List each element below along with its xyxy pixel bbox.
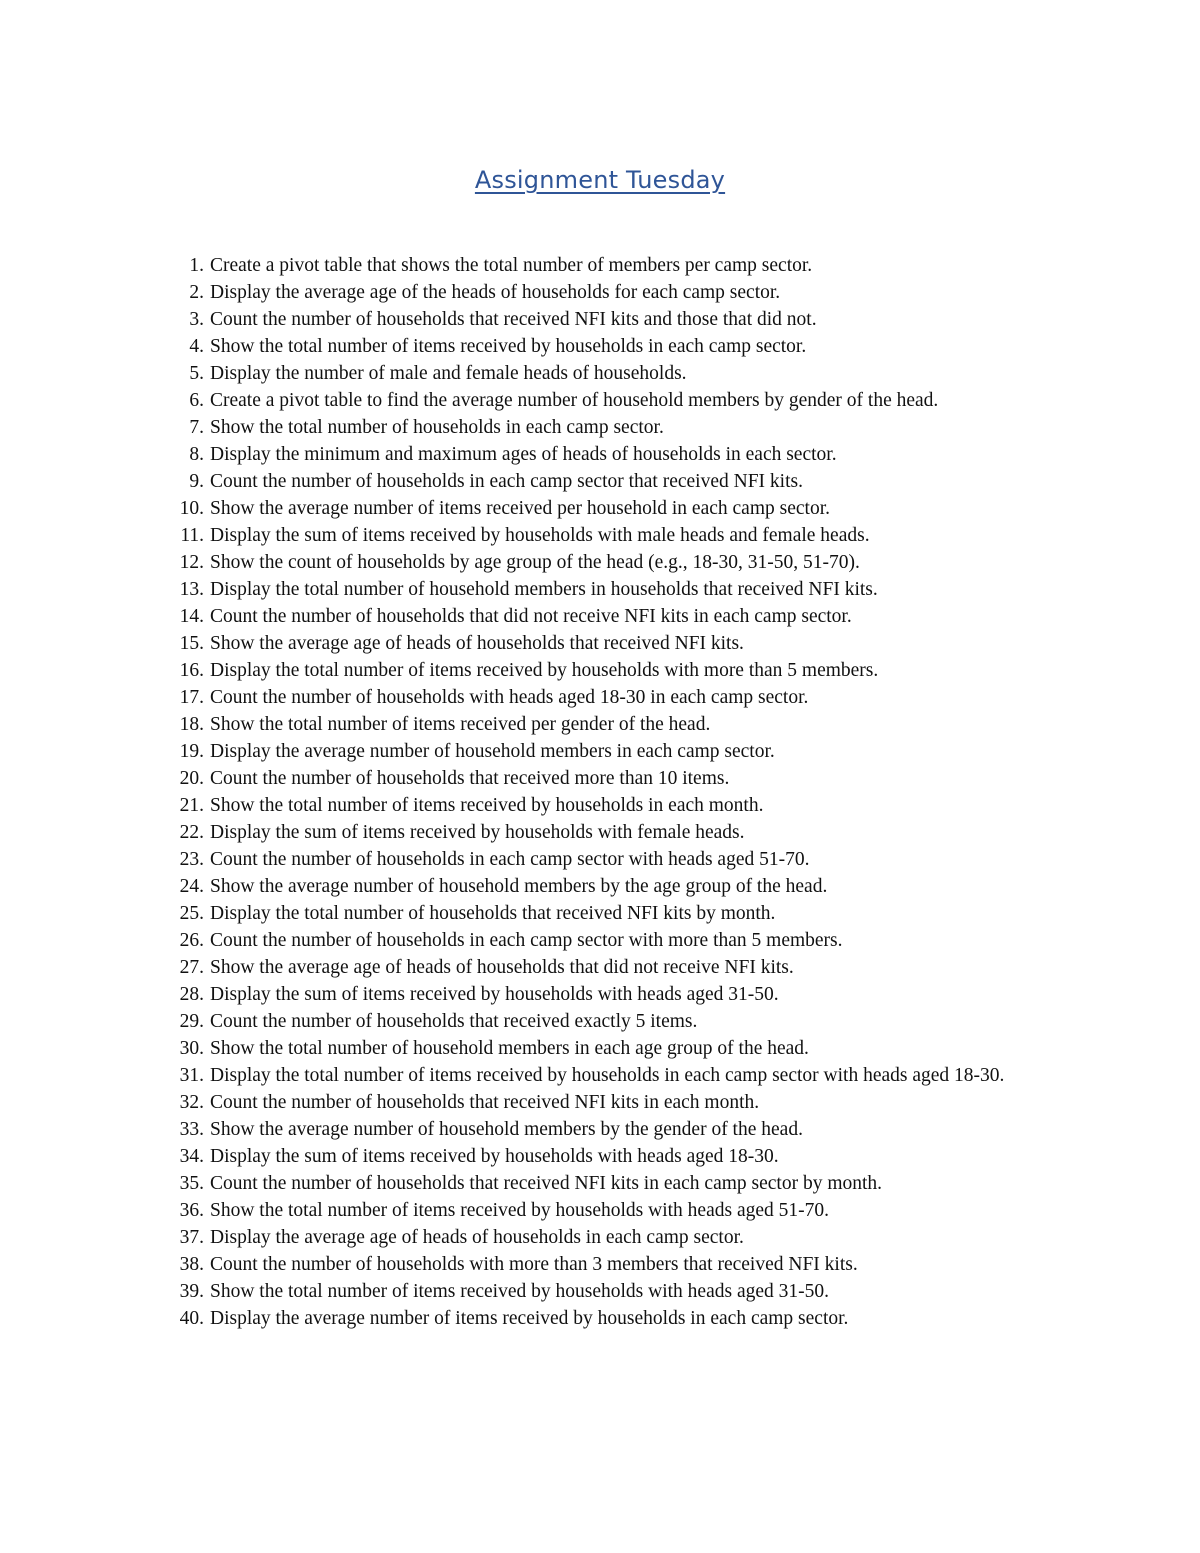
document-title: Assignment Tuesday [474, 166, 726, 194]
task-number: 36. [179, 1200, 204, 1221]
task-text: Show the total number of items received by households in each month. [210, 795, 764, 816]
task-text: Count the number of households that received NFI kits in each month. [210, 1092, 760, 1113]
task-text: Display the average age of the heads of households for each camp sector. [210, 282, 781, 303]
task-item [152, 495, 1062, 522]
task-item [152, 1089, 1062, 1116]
task-item [152, 1278, 1062, 1305]
task-text: Display the sum of items received by households with male heads and female heads. [210, 525, 870, 546]
task-text: Show the average age of heads of households that received NFI kits. [210, 633, 744, 654]
task-item [152, 1224, 1062, 1251]
task-number: 2. [189, 282, 204, 303]
task-list [152, 252, 1062, 1332]
task-text: Display the average age of heads of households in each camp sector. [210, 1227, 744, 1248]
task-text: Display the average number of household members in each camp sector. [210, 741, 775, 762]
task-text: Show the average number of items received per household in each camp sector. [210, 498, 830, 519]
task-item [152, 360, 1062, 387]
task-item [152, 387, 1062, 414]
task-text: Show the total number of households in each camp sector. [210, 417, 664, 438]
task-text: Display the sum of items received by households with heads aged 31-50. [210, 984, 779, 1005]
task-number: 16. [179, 660, 204, 681]
task-number: 28. [179, 984, 204, 1005]
task-item [152, 819, 1062, 846]
task-text: Count the number of households in each camp sector with heads aged 51-70. [210, 849, 810, 870]
task-number: 9. [189, 471, 204, 492]
task-number: 27. [179, 957, 204, 978]
task-number: 31. [179, 1065, 204, 1086]
task-text: Count the number of households that received more than 10 items. [210, 768, 730, 789]
task-item [152, 549, 1062, 576]
task-text: Display the sum of items received by households with heads aged 18-30. [210, 1146, 779, 1167]
task-number: 17. [179, 687, 204, 708]
task-number: 10. [179, 498, 204, 519]
task-number: 12. [179, 552, 204, 573]
task-number: 20. [179, 768, 204, 789]
task-item [152, 630, 1062, 657]
task-item [152, 711, 1062, 738]
task-number: 22. [179, 822, 204, 843]
task-number: 21. [179, 795, 204, 816]
task-text: Display the total number of households that received NFI kits by month. [210, 903, 776, 924]
task-text: Count the number of households that received NFI kits and those that did not. [210, 309, 817, 330]
task-number: 6. [189, 390, 204, 411]
task-number: 19. [179, 741, 204, 762]
task-item [152, 1008, 1062, 1035]
task-item [152, 684, 1062, 711]
task-number: 38. [179, 1254, 204, 1275]
task-number: 26. [179, 930, 204, 951]
task-text: Display the total number of items received by households with more than 5 members. [210, 660, 879, 681]
task-item [152, 1116, 1062, 1143]
task-item [152, 1035, 1062, 1062]
task-number: 34. [179, 1146, 204, 1167]
task-item [152, 1143, 1062, 1170]
task-number: 39. [179, 1281, 204, 1302]
task-text: Display the total number of items received by households in each camp sector with heads aged 18-30. [210, 1065, 1005, 1086]
task-text: Display the total number of household members in households that received NFI kits. [210, 579, 878, 600]
task-text: Count the number of households in each camp sector with more than 5 members. [210, 930, 843, 951]
task-item [152, 576, 1062, 603]
task-item [152, 252, 1062, 279]
task-number: 40. [179, 1308, 204, 1329]
task-number: 13. [179, 579, 204, 600]
task-text: Show the total number of items received by households in each camp sector. [210, 336, 807, 357]
task-text: Display the average number of items received by households in each camp sector. [210, 1308, 849, 1329]
task-item [152, 1251, 1062, 1278]
task-text: Show the total number of household members in each age group of the head. [210, 1038, 809, 1059]
task-item [152, 333, 1062, 360]
task-item [152, 927, 1062, 954]
task-number: 3. [189, 309, 204, 330]
task-text: Show the average number of household members by the gender of the head. [210, 1119, 803, 1140]
task-text: Count the number of households in each camp sector that received NFI kits. [210, 471, 803, 492]
task-number: 37. [179, 1227, 204, 1248]
task-item [152, 873, 1062, 900]
task-number: 5. [189, 363, 204, 384]
task-item [152, 657, 1062, 684]
task-item [152, 1170, 1062, 1197]
task-number: 8. [189, 444, 204, 465]
task-item [152, 522, 1062, 549]
task-text: Show the average age of heads of households that did not receive NFI kits. [210, 957, 794, 978]
task-number: 23. [179, 849, 204, 870]
task-text: Show the count of households by age group of the head (e.g., 18-30, 31-50, 51-70). [210, 552, 860, 573]
task-item [152, 846, 1062, 873]
task-text: Count the number of households that received NFI kits in each camp sector by month. [210, 1173, 883, 1194]
task-item [152, 306, 1062, 333]
task-text: Show the total number of items received by households with heads aged 51-70. [210, 1200, 829, 1221]
task-number: 15. [179, 633, 204, 654]
task-number: 35. [179, 1173, 204, 1194]
task-text: Display the minimum and maximum ages of heads of households in each sector. [210, 444, 837, 465]
task-number: 1. [189, 255, 204, 276]
task-text: Display the number of male and female heads of households. [210, 363, 687, 384]
task-text: Show the average number of household members by the age group of the head. [210, 876, 828, 897]
task-item [152, 1197, 1062, 1224]
task-number: 4. [189, 336, 204, 357]
task-text: Create a pivot table to find the average number of household members by gender of the head. [210, 390, 939, 411]
task-text: Display the sum of items received by households with female heads. [210, 822, 745, 843]
task-number: 7. [189, 417, 204, 438]
task-item [152, 441, 1062, 468]
task-text: Count the number of households with more than 3 members that received NFI kits. [210, 1254, 858, 1275]
task-text: Create a pivot table that shows the total number of members per camp sector. [210, 255, 813, 276]
task-item [152, 738, 1062, 765]
task-number: 29. [179, 1011, 204, 1032]
task-text: Count the number of households with heads aged 18-30 in each camp sector. [210, 687, 809, 708]
task-item [152, 981, 1062, 1008]
task-text: Count the number of households that received exactly 5 items. [210, 1011, 698, 1032]
task-text: Show the total number of items received per gender of the head. [210, 714, 711, 735]
task-item [152, 1305, 1062, 1332]
task-number: 33. [179, 1119, 204, 1140]
task-text: Count the number of households that did not receive NFI kits in each camp sector. [210, 606, 852, 627]
task-item [152, 954, 1062, 981]
task-number: 14. [179, 606, 204, 627]
task-number: 25. [179, 903, 204, 924]
task-item [152, 279, 1062, 306]
task-item [152, 1062, 1062, 1089]
task-number: 18. [179, 714, 204, 735]
task-number: 32. [179, 1092, 204, 1113]
task-item [152, 414, 1062, 441]
task-item [152, 765, 1062, 792]
task-text: Show the total number of items received by households with heads aged 31-50. [210, 1281, 829, 1302]
task-item [152, 792, 1062, 819]
task-item [152, 900, 1062, 927]
task-number: 11. [180, 525, 204, 546]
task-number: 24. [179, 876, 204, 897]
task-item [152, 603, 1062, 630]
task-item [152, 468, 1062, 495]
task-number: 30. [179, 1038, 204, 1059]
